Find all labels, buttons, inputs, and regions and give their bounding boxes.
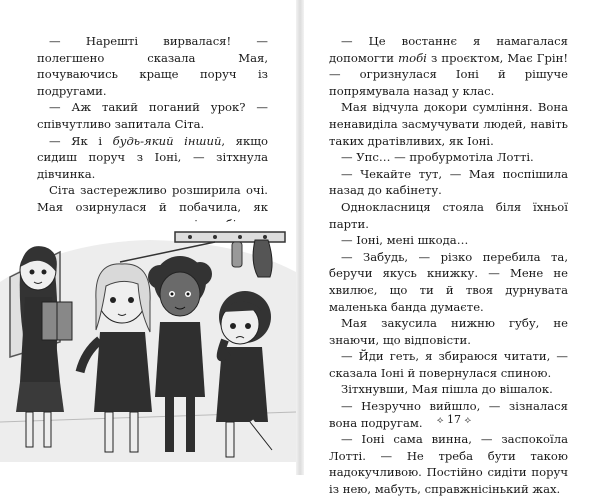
book-gutter (296, 0, 304, 475)
paragraph: — Це востаннє я намагалася допомогти тобі з проєктом, Має Грін! — огризнулася Іоні й рішуче попрямувала назад у клас. (329, 34, 568, 98)
paragraph: — Як і будь-який інший, якщо сидиш поруч з Іоні, — зітхнула дівчинка. (37, 133, 269, 181)
right-page (304, 0, 600, 497)
paragraph: Однокласниця стояла біля їхньої парти. (329, 199, 568, 231)
folio-ornament-icon: ⟡ (436, 415, 444, 426)
paragraph: Мая закусила нижню губу, не знаючи, що відповісти. (329, 316, 568, 347)
paragraph: — Нарешті вирвалася! — полегшено сказала Мая, почуваючись краще поруч із подругами. (37, 34, 268, 98)
left-page (0, 0, 296, 475)
paragraph: — Незручно вийшло, — зізналася вона подругам. (329, 399, 568, 430)
paragraph: — Упс… — пробурмотіла Лотті. (341, 150, 534, 165)
paragraph: — Іоні, мені шкода… (341, 233, 469, 248)
folio-ornament-icon: ⟡ (464, 415, 472, 426)
paragraph: — Іоні сама винна, — заспокоїла Лотті. — Не треба бути такою надокучливою. Постійно сидіти поруч із нею, мабуть, справжнісінький жах. (329, 432, 568, 497)
girls-illustration (0, 222, 296, 462)
page-number (424, 413, 484, 426)
paragraph: Сіта застережливо розширила очі. Мая озирнулася й побачила, як (37, 183, 268, 214)
paragraph: — Аж такий поганий урок? — співчутливо запитала Сіта. (37, 100, 268, 131)
paragraph: — Забудь, — різко перебила та, беручи якусь книжку. — Мене не хвилює, що ти й твоя дурнувата маленька банда думаєте. (329, 249, 568, 314)
paragraph: — Йди геть, я збираюся читати, — сказала Іоні й повернулася спиною. (329, 349, 568, 380)
paragraph: Зітхнувши, Мая пішла до вішалок. (341, 382, 553, 397)
page-number-value: 17 (447, 413, 461, 426)
paragraph: Мая відчула докори сумління. Вона ненавиділа засмучувати людей, навіть таких дратівливих, як Іоні. (329, 100, 568, 148)
right-page-text (329, 33, 568, 498)
paragraph: — Чекайте тут, — Мая поспішила назад до кабінету. (329, 166, 568, 198)
